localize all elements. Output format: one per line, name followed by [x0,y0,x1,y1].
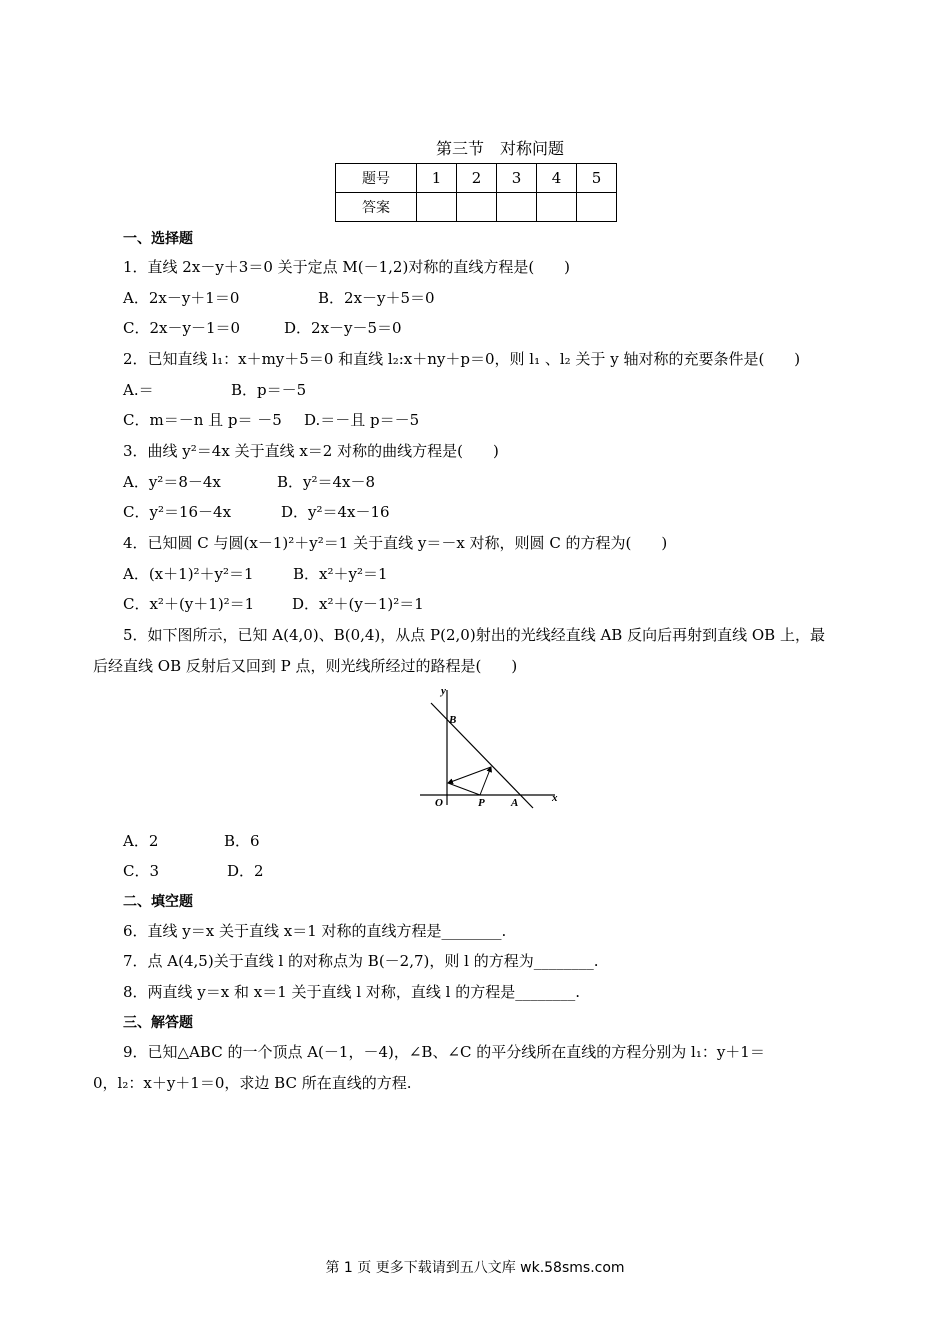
answer-table-header-row [336,164,617,193]
section-heading-solve: 三、解答题 [123,1015,193,1031]
axis-label-x: x [552,792,558,804]
q4-option-a: A．(x＋1)²＋y²＝1 [123,565,254,583]
q4-option-d: D．x²＋(y－1)²＝1 [292,595,424,613]
q3-option-c: C．y²＝16－4x [123,503,232,521]
answer-table-header-label: 题号 [336,164,417,193]
answer-cell[interactable] [457,193,497,222]
answer-table-number: 4 [537,164,577,193]
answer-table-number: 2 [457,164,497,193]
q2-option-c: C．m＝－n 且 p＝ －5 [123,411,282,429]
question-1-stem: 1．直线 2x－y＋3＝0 关于定点 M(－1,2)对称的直线方程是( ) [123,258,571,276]
answer-table-answer-row [336,193,617,222]
q5-option-a: A．2 [123,832,159,850]
light-ray-p-to-ab [480,767,491,795]
q3-option-b: B．y²＝4x－8 [277,473,376,491]
point-label-a: A [511,797,519,809]
answer-cell[interactable] [577,193,617,222]
q1-option-d: D．2x－y－5＝0 [284,319,402,337]
question-2-stem: 2．已知直线 l₁：x＋my＋5＝0 和直线 l₂:x＋ny＋p＝0，则 l₁ 、l₂ 关于 y 轴对称的充要条件是( ) [123,350,801,368]
q3-option-d: D．y²＝4x－16 [281,503,390,521]
answer-table-number: 1 [417,164,457,193]
question-5-stem-line1: 5．如下图所示，已知 A(4,0)、B(0,4)，从点 P(2,0)射出的光线经直线 AB 反向后再射到直线 OB 上，最 [123,626,825,644]
q2-option-a: A.＝ [123,381,154,399]
q2-option-b: B．p＝－5 [231,381,307,399]
q5-option-b: B．6 [224,832,260,850]
answer-table-number: 5 [577,164,617,193]
question-7: 7．点 A(4,5)关于直线 l 的对称点为 B(－2,7)，则 l 的方程为________. [123,952,599,970]
question-4-stem: 4．已知圆 C 与圆(x－1)²＋y²＝1 关于直线 y＝－x 对称，则圆 C 的方程为( ) [123,534,668,552]
axis-label-y: y [441,685,446,697]
reflection-diagram [415,680,565,810]
q1-option-a: A．2x－y＋1＝0 [123,289,240,307]
answer-cell[interactable] [497,193,537,222]
q2-option-d: D.＝－且 p＝－5 [304,411,420,429]
q5-option-d: D．2 [227,862,264,880]
point-label-o: O [435,797,443,809]
question-5-stem-line2: 后经直线 OB 反射后又回到 P 点，则光线所经过的路程是( ) [93,657,518,675]
point-label-p: P [478,797,485,809]
section-heading-choice: 一、选择题 [123,231,193,247]
point-label-b: B [449,714,457,726]
answer-table-number: 3 [497,164,537,193]
answer-table-answer-label: 答案 [336,193,417,222]
q1-option-c: C．2x－y－1＝0 [123,319,241,337]
question-8: 8．两直线 y＝x 和 x＝1 关于直线 l 对称，直线 l 的方程是________. [123,983,580,1001]
answer-table [335,163,617,222]
question-9-line1: 9．已知△ABC 的一个顶点 A(－1，－4)，∠B、∠C 的平分线所在直线的方程分别为 l₁：y＋1＝ [123,1043,765,1061]
q1-option-b: B．2x－y＋5＝0 [318,289,435,307]
q4-option-b: B．x²＋y²＝1 [293,565,388,583]
line-ab [431,703,533,808]
question-3-stem: 3．曲线 y²＝4x 关于直线 x＝2 对称的曲线方程是( ) [123,442,499,460]
answer-cell[interactable] [537,193,577,222]
answer-cell[interactable] [417,193,457,222]
q3-option-a: A．y²＝8－4x [123,473,221,491]
light-ray-ob-to-p [448,783,480,795]
page-footer: 第 1 页 更多下载请到五八文库 wk.58sms.com [325,1260,625,1276]
section-heading-fill: 二、填空题 [123,894,193,910]
question-9-line2: 0，l₂：x＋y＋1＝0，求边 BC 所在直线的方程. [93,1074,412,1092]
question-6: 6．直线 y＝x 关于直线 x＝1 对称的直线方程是________. [123,922,507,940]
q4-option-c: C．x²＋(y＋1)²＝1 [123,595,255,613]
q5-option-c: C．3 [123,862,160,880]
page-title: 第三节 对称问题 [435,139,564,158]
light-ray-ab-to-ob [448,767,491,783]
